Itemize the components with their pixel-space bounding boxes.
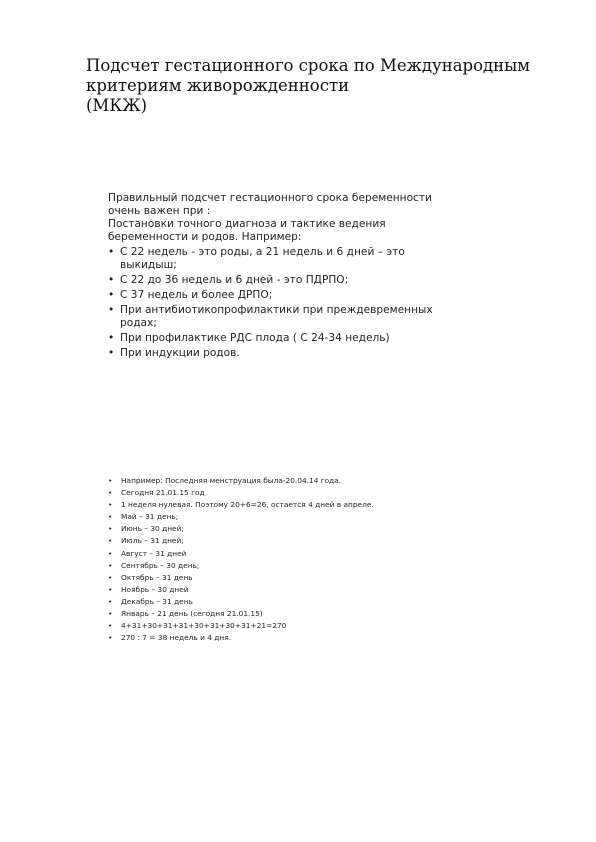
list-item: • При антибиотикопрофилактики при преждевременных родах; xyxy=(108,304,438,330)
title-line-3: (МКЖ) xyxy=(86,96,148,115)
list-item: • С 22 недель - это роды, а 21 недель и 6 дней – это выкидыш; xyxy=(108,246,438,272)
slide-importance xyxy=(108,192,438,362)
list-item: • При индукции родов. xyxy=(108,347,438,360)
title-line-1: Подсчет гестационного срока по Международным xyxy=(86,56,531,75)
intro-text-line: очень важен при : xyxy=(108,205,211,217)
list-item: • Июнь – 30 дней; xyxy=(108,523,408,535)
list-item: • 1 неделя нулевая. Поэтому 20+6=26, остается 4 дней в апреле. xyxy=(108,499,408,511)
list-item: • С 22 до 36 недель и 6 дней - это ПДРПО; xyxy=(108,274,438,287)
list-item: • При профилактике РДС плода ( С 24-34 недель) xyxy=(108,332,438,345)
list-item: • Декабрь – 31 день xyxy=(108,596,408,608)
intro-text-line: Правильный подсчет гестационного срока беременности xyxy=(108,192,432,204)
importance-list xyxy=(108,246,438,360)
list-item: • Ноябрь – 30 дней xyxy=(108,584,408,596)
list-item: • Сентябрь – 30 день; xyxy=(108,560,408,572)
list-item: • Май – 31 день; xyxy=(108,511,408,523)
intro-text-line: Постановки точного диагноза и тактике ведения xyxy=(108,218,386,230)
document-title xyxy=(86,56,556,116)
list-item: • Январь – 21 день (сегодня 21.01.15) xyxy=(108,608,408,620)
list-item: • Август – 31 дней xyxy=(108,548,408,560)
calculation-list xyxy=(108,475,408,644)
intro-text-line: беременности и родов. Например: xyxy=(108,231,302,243)
list-item: • Например: Последняя менструация была-20.04.14 года. xyxy=(108,475,408,487)
title-line-2: критериям живорожденности xyxy=(86,76,350,95)
list-item: • С 37 недель и более ДРПО; xyxy=(108,289,438,302)
list-item: • 4+31+30+31+31+30+31+30+31+21=270 xyxy=(108,620,408,632)
list-item: • Сегодня 21.01.15 год xyxy=(108,487,408,499)
slide-calculation-example xyxy=(108,475,408,644)
list-item: • Октябрь – 31 день xyxy=(108,572,408,584)
list-item: • Июль – 31 дней; xyxy=(108,535,408,547)
list-item: • 270 : 7 = 38 недель и 4 дня. xyxy=(108,632,408,644)
